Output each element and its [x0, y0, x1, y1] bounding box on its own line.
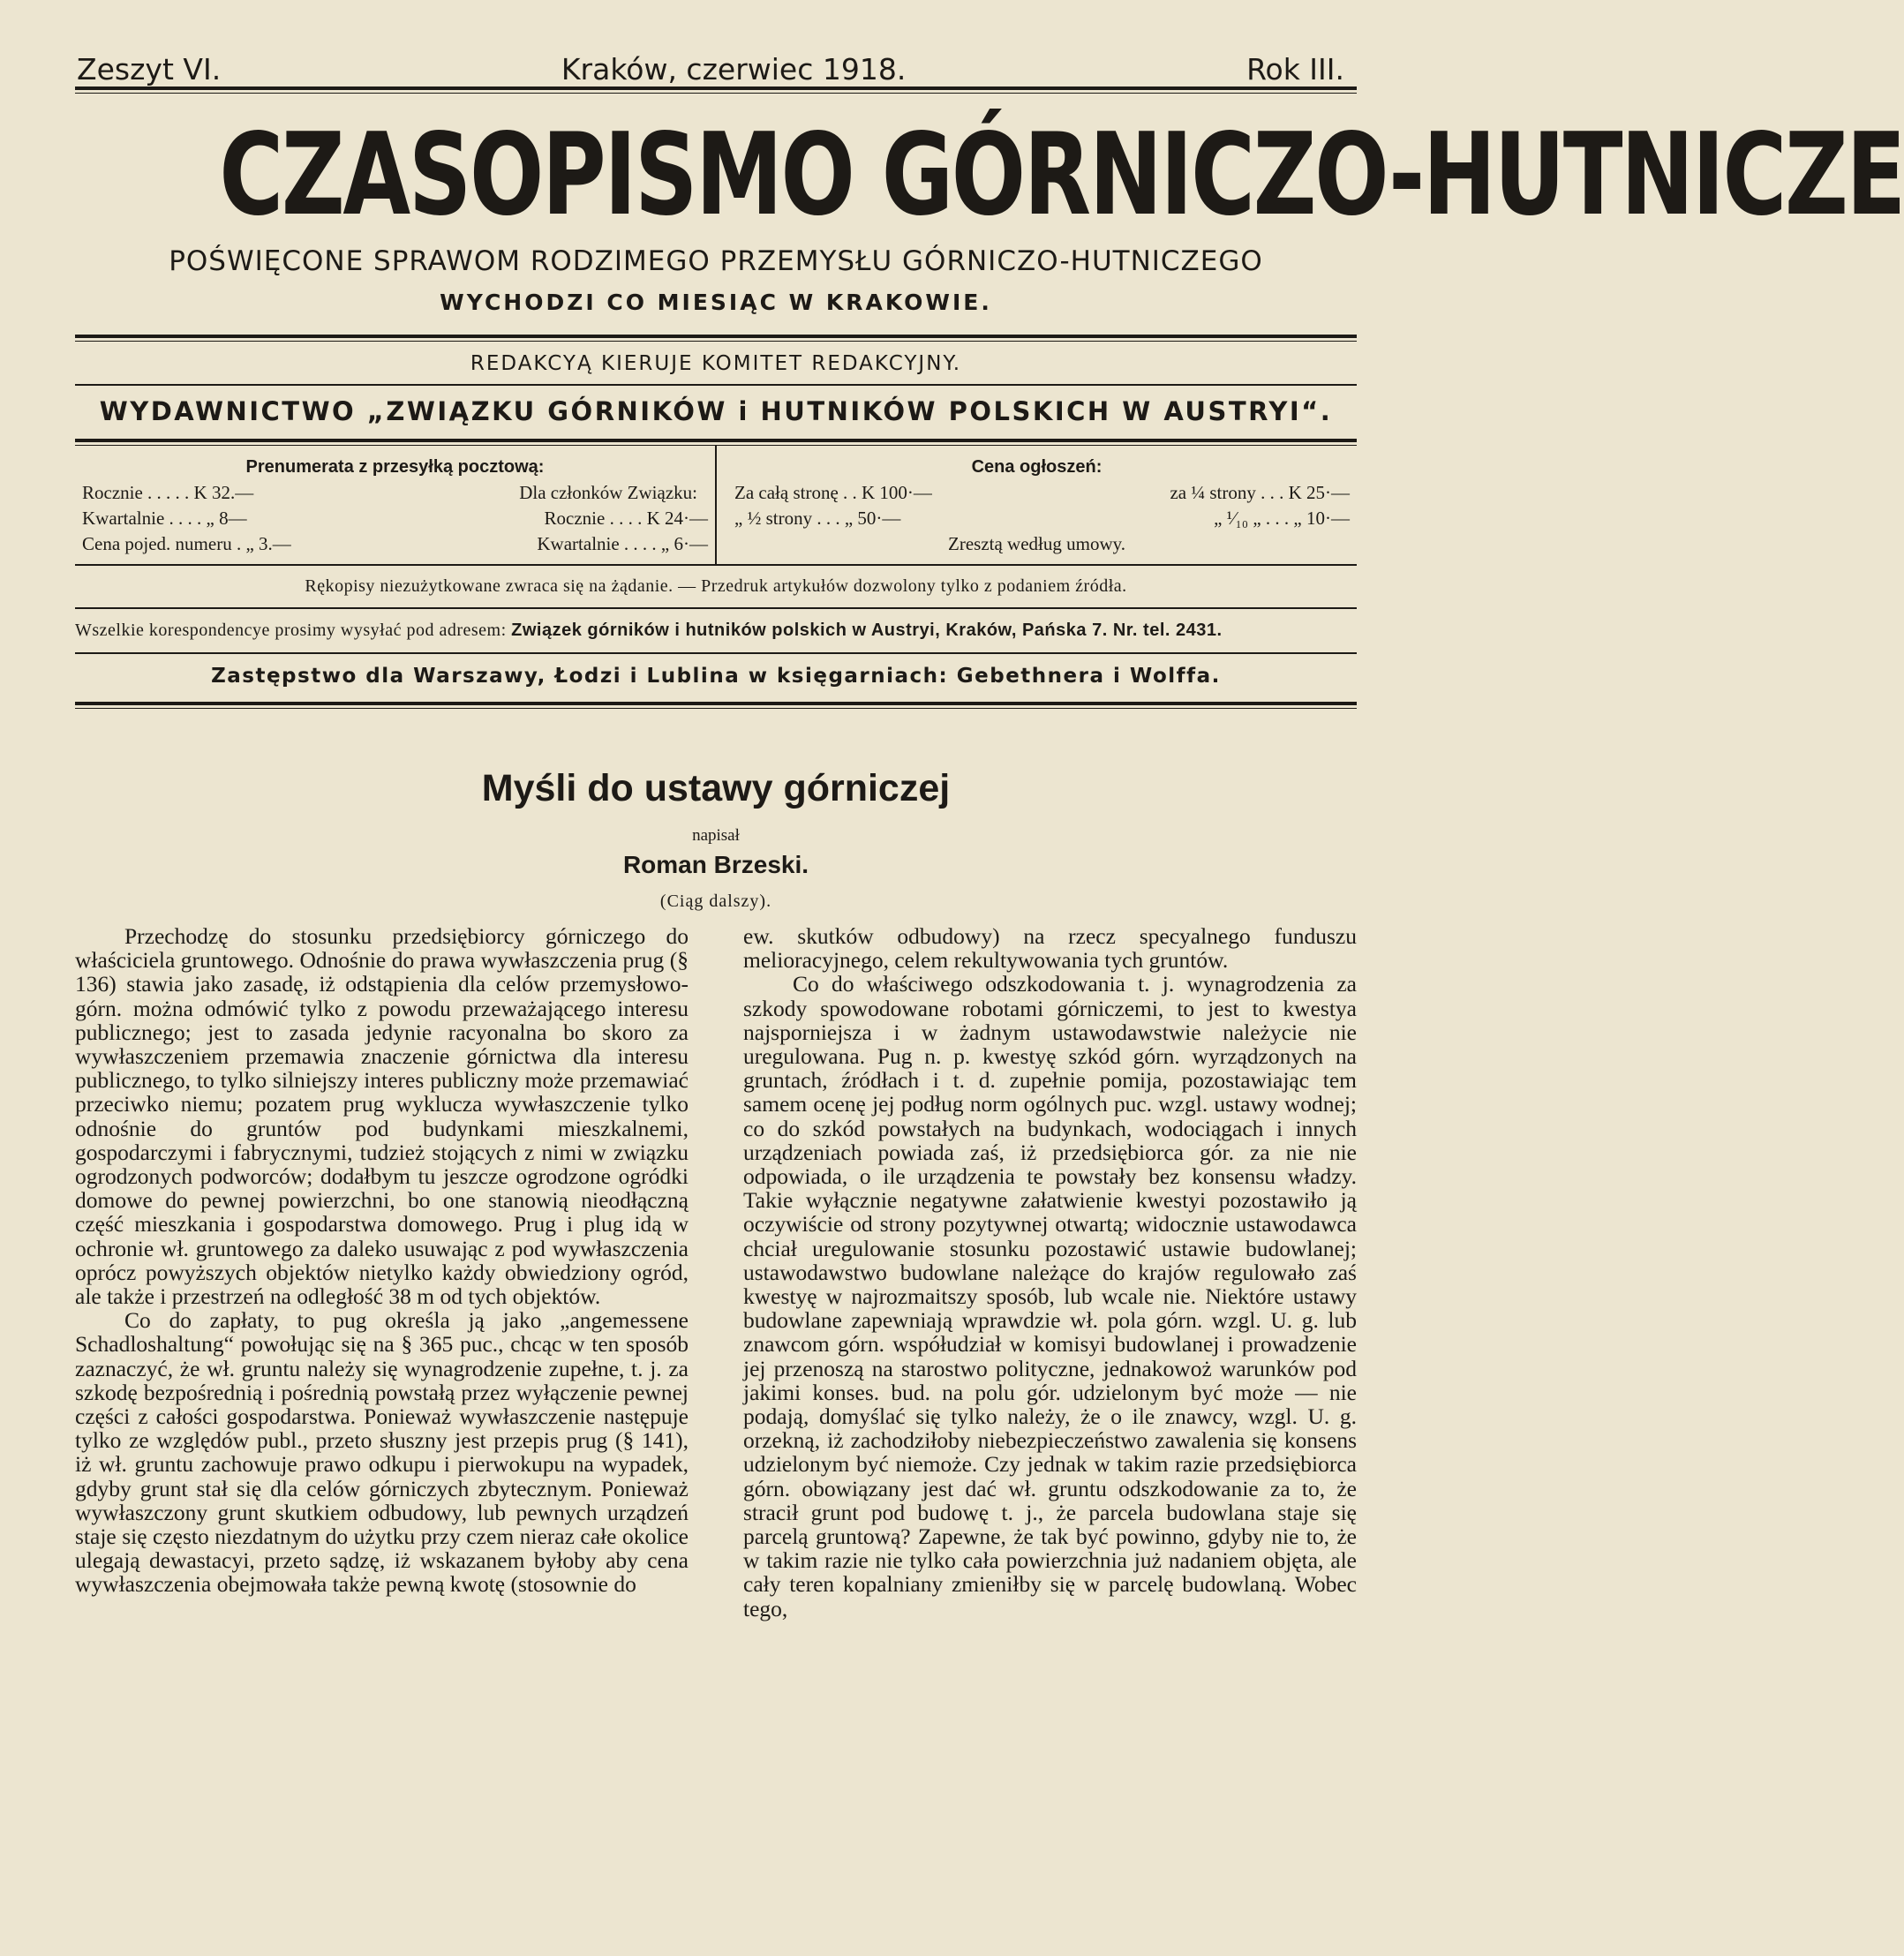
manuscripts-notice: Rękopisy niezużytkowane zwraca się na żądanie. — Przedruk artykułów dozwolony tylko z podaniem źródła.	[305, 576, 1127, 596]
article-byline: napisał	[692, 826, 740, 845]
article-author: Roman Brzeski.	[622, 851, 809, 878]
article-body	[75, 924, 1357, 1621]
left-column	[75, 924, 689, 1621]
issue-number: Zeszyt VI.	[77, 52, 222, 87]
agency-notice: Zastępstwo dla Warszawy, Łodzi i Lublina w księgarniach: Gebethnera i Wolffa.	[211, 665, 1221, 688]
ads-row	[724, 480, 1350, 506]
subscription-cell: Rocznie . . . . K 24·—	[544, 508, 708, 529]
masthead-rule	[75, 335, 1357, 342]
right-column	[743, 924, 1357, 1621]
ads-cell: Za całą stronę . . K 100·—	[734, 482, 932, 503]
issue-header	[75, 35, 1357, 87]
subscription-cell: Cena pojed. numeru . „ 3.—	[82, 533, 291, 554]
subscription-cell: Dla członków Związku:	[519, 482, 697, 503]
subscription-cell: Kwartalnie . . . . „ 8—	[82, 508, 247, 529]
ads-heading: Cena ogłoszeń:	[971, 457, 1103, 477]
ads-cell: za ¼ strony . . . K 25·—	[1170, 482, 1350, 503]
paragraph: Przechodzę do stosunku przedsiębiorcy górniczego do właściciela gruntowego. Odnośnie do prawa wywłaszczenia prug (§ 136) stawia jako zasadę, iż odstąpienia dla celów przemysłowo-górn. można odmówić tylko z powodu przeważającego interesu publicznego; jest to zasada jedynie racyonalna bo skoro za wywłaszczeniem przemawia znaczenie górnictwa dla interesu publicznego, to tylko silniejszy interes publiczny może przemawiać przeciwko niemu; pozatem prug wyklucza wywłaszczenie tylko odnośnie do gruntów pod budynkami mieszkalnemi, gospodarczymi i fabrycznymi, tudzież stojących z nimi w związku ogrodzonych podworców; dodałbym tu jeszcze ogrodzone ogródki domowe do pewnej powierzchni, bo one stanowią nieodłączną część mieszkania i gospodarstwa domowego. Prug i plug idą w ochronie wł. gruntowego za daleko usuwając z pod wywłaszczenia oprócz powyższych objektów nietylko każdy obwiedziony ogród, ale także i przestrzeń na odległość 38 m od tych objektów.	[75, 923, 689, 1310]
subscription-row	[82, 480, 708, 506]
place-date: Kraków, czerwiec 1918.	[561, 52, 907, 87]
ads-note: Zresztą według umowy.	[948, 533, 1125, 554]
paragraph: Co do zapłaty, to pug określa ją jako „angemessene Schadloshaltung“ powołując się na § 365 puc., chcąc w ten sposób zaznaczyć, że wł. gruntu należy się wynagrodzenie zupełne, t. j. za szkodę bezpośrednią i pośrednią powstałą przez wyłączenie pewnej części z całości gospodarstwa. Ponieważ wywłaszczenie następuje tylko ze względów publ., przeto słuszny jest przepis prug (§ 141), iż wł. gruntu zachowuje prawo odkupu i pierwokupu na wypadek, gdyby grunt stał się dla celów górniczych zbytecznym. Ponieważ wywłaszczony grunt skutkiem odbudowy, lub pewnych urządzeń staje się często niezdatnym do użytku przy czem nieraz całe okolice ulegają dewastacyi, przeto sądzę, iż wskazanem byłoby aby cena wywłaszczenia obejmowała także pewną kwotę (stosownie do	[75, 1307, 689, 1598]
subscription-cell: Rocznie . . . . . K 32.—	[82, 482, 254, 503]
continued-note: (Ciąg dalszy).	[659, 891, 772, 911]
journal-title: CZASOPISMO GÓRNICZO-HUTNICZE	[219, 109, 1904, 241]
journal-frequency: WYCHODZI CO MIESIĄC W KRAKOWIE.	[440, 290, 992, 315]
volume-year: Rok III.	[1246, 52, 1344, 87]
subscription-heading: Prenumerata z przesyłką pocztową:	[245, 457, 545, 477]
subscription-box	[75, 446, 717, 564]
journal-subtitle: POŚWIĘCONE SPRAWOM RODZIMEGO PRZEMYSŁU GÓRNICZO-HUTNICZEGO	[169, 245, 1263, 277]
correspondence-address	[75, 609, 1357, 652]
editorial-line: REDAKCYĄ KIERUJE KOMITET REDAKCYJNY.	[470, 352, 962, 375]
ads-row	[724, 506, 1350, 531]
subscription-row	[82, 506, 708, 531]
publisher-line: WYDAWNICTWO „ZWIĄZKU GÓRNIKÓW i HUTNIKÓW POLSKICH W AUSTRYI“.	[99, 396, 1333, 426]
address-value: Związek górników i hutników polskich w Austryi, Kraków, Pańska 7. Nr. tel. 2431.	[511, 621, 1223, 640]
bottom-header-rule	[75, 702, 1357, 709]
ads-cell: „ ¹⁄₁₀ „ . . . „ 10·—	[1214, 508, 1350, 529]
paragraph: Co do właściwego odszkodowania t. j. wynagrodzenia za szkody spowodowane robotami górniczemi, to jest to kwestya najsporniejsza i w żadnym ustawodawstwie należycie nie uregulowana. Pug n. p. kwestyę szkód górn. wyrządzonych na gruntach, źródłach i t. d. zupełnie pomija, pozostawiając tem samem ocenę jej podług norm ogólnych puc. wzgl. ustawy wodnej; co do szkód powstałych na budynkach, wodociągach i innych urządzeniach powiada zaś, iż przedsiębiorca gór. za nie nie odpowiada, o ile urządzenia te powstały bez konsensu władzy. Takie wyłącznie negatywne załatwienie kwestyi pozostawiło ją oczywiście od strony pozytywnej otwartą; widocznie ustawodawca chciał uregulowanie stosunku pozostawić ustawie budowlanej; ustawodawstwo budowlane należące do krajów regulowało zaś kwestyę w najrozmaitszy sposób, lub wcale nie. Niektóre ustawy budowlane zapewniają wprawdzie wł. pola górn. wzgl. U. g. lub znawcom górn. współudział w komisyi budowlanej i prowadzenie jej przenoszą na starostwo polityczne, jednakowoż warunków pod jakimi konses. bud. na polu gór. udzielonym być może — nie podają, domyślać się tylko należy, że o ile znawcy, wzgl. U. g. orzekną, iż zachodziłoby niebezpieczeństwo zawalenia się konsens udzielonym być niemoże. Czy jednak w takim razie przedsiębiorca górn. obowiązany jest dać wł. gruntu odszkodowanie za to, że stracił grunt pod budowę t. j., że parcela budowlana staje się parcelą gruntową? Zapewne, że tak być powinno, gdyby nie to, że w takim razie nie tylko cała powierzchnia już nadaniem objęta, ale cały teren kopalniany zmieniłby się w parcelę budowlaną. Wobec tego,	[743, 971, 1357, 1621]
header-rule	[75, 87, 1357, 94]
paragraph: ew. skutków odbudowy) na rzecz specyalnego funduszu melioracyjnego, celem rekultywowania tych gruntów.	[743, 923, 1357, 974]
ads-box	[717, 446, 1357, 564]
publisher-rule	[75, 439, 1357, 446]
article-title: Myśli do ustawy górniczej	[481, 767, 951, 809]
journal-page	[75, 35, 1904, 1621]
address-prefix: Wszelkie korespondencye prosimy wysyłać pod adresem:	[75, 621, 507, 640]
subscription-cell: Kwartalnie . . . . „ 6·—	[537, 533, 708, 554]
ads-cell: „ ½ strony . . . „ 50·—	[734, 508, 901, 529]
price-table	[75, 446, 1357, 566]
subscription-row	[82, 531, 708, 557]
